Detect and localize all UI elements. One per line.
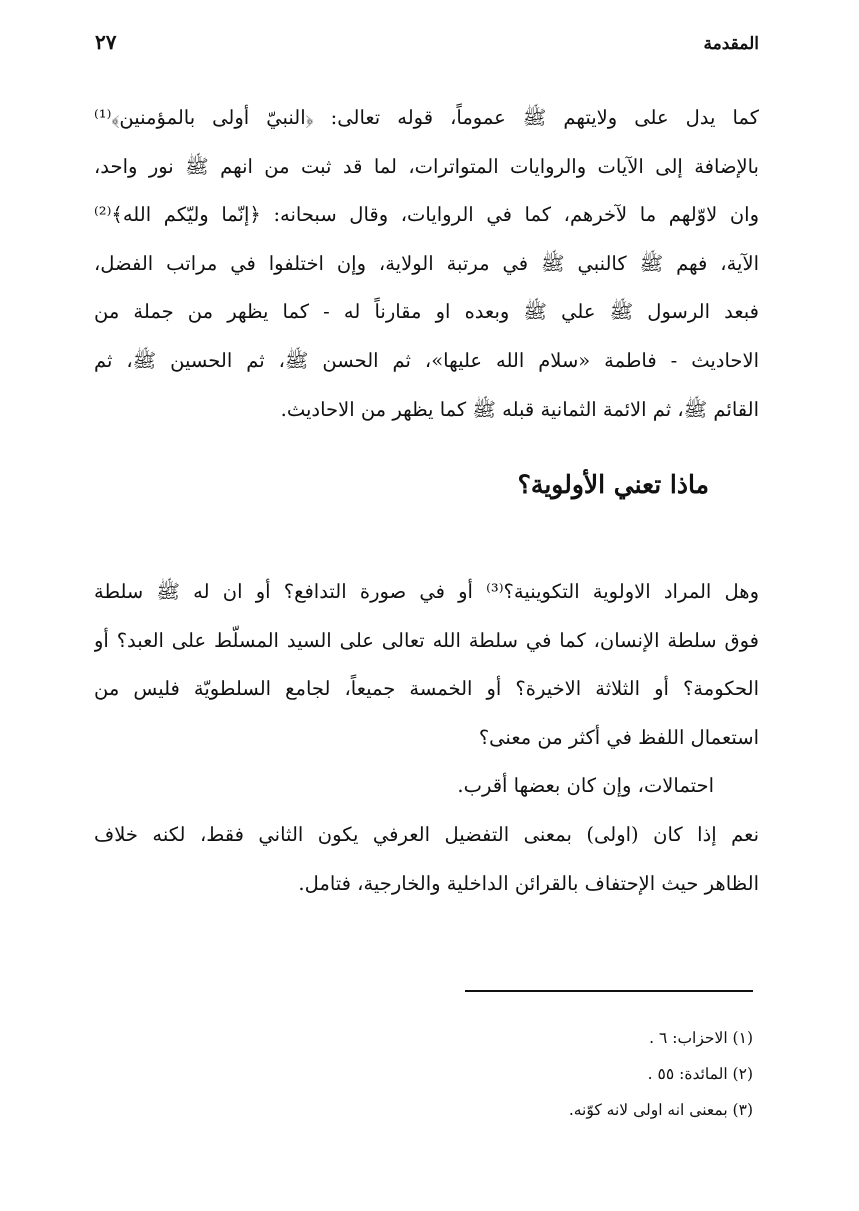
- footnote: (٣) بمعنى انه اولى لانه كوّنه.: [568, 1101, 753, 1119]
- text-line: احتمالات، وإن كان بعضها أقرب.: [457, 774, 714, 798]
- footnote: (١) الاحزاب: ٦ .: [649, 1029, 753, 1047]
- text-line: فبعد الرسول ﷺ علي ﷺ وبعده او مقارناً له - كما يظهر من جملة من: [94, 300, 759, 324]
- text-line: القائم ﷺ، ثم الائمة الثمانية قبله ﷺ كما يظهر من الاحاديث.: [280, 397, 759, 421]
- text-line: بالإضافة إلى الآيات والروايات المتواترات، لما قد ثبت من انهم ﷺ نور واحد،: [94, 154, 759, 178]
- footnote-divider: [465, 990, 753, 992]
- page-number: ٢٧: [95, 30, 117, 54]
- paragraph-awlawiyya: [94, 568, 759, 908]
- text-line: كما يدل على ولايتهم ﷺ عموماً، قوله تعالى: ﴿النبيّ أولى بالمؤمنين﴾⁽¹⁾: [94, 106, 759, 129]
- running-header: [95, 30, 759, 62]
- footnotes: [353, 1020, 753, 1128]
- text-line: الحكومة؟ أو الثلاثة الاخيرة؟ أو الخمسة جميعاً، لجامع السلطويّة فليس من: [94, 677, 759, 701]
- paragraph-walaya: [94, 94, 759, 434]
- text-line: نعم إذا كان (اولى) بمعنى التفضيل العرفي يكون الثاني فقط، لكنه خلاف: [94, 822, 759, 846]
- text-line: الآية، فهم ﷺ كالنبي ﷺ في مرتبة الولاية، وإن اختلفوا في مراتب الفضل،: [94, 251, 759, 275]
- section-heading: ماذا تعني الأولوية؟: [517, 470, 709, 499]
- text-line: وان لاوّلهم ما لآخرهم، كما في الروايات، وقال سبحانه: ﴿إنّما وليّكم الله﴾⁽²⁾: [94, 203, 759, 227]
- footnote: (٢) المائدة: ٥٥ .: [647, 1065, 753, 1083]
- text-line: فوق سلطة الإنسان، كما في سلطة الله تعالى على السيد المسلّط على العبد؟ أو: [94, 628, 759, 652]
- text-line: الظاهر حيث الإحتفاف بالقرائن الداخلية والخارجية، فتامل.: [298, 871, 759, 895]
- text-line: وهل المراد الاولوية التكوينية؟⁽³⁾ أو في صورة التدافع؟ أو ان له ﷺ سلطة: [94, 580, 759, 603]
- text-line: استعمال اللفظ في أكثر من معنى؟: [478, 725, 759, 749]
- text-line: الاحاديث - فاطمة «سلام الله عليها»، ثم الحسن ﷺ، ثم الحسين ﷺ، ثم: [94, 348, 759, 372]
- section-title: المقدمة: [703, 34, 759, 54]
